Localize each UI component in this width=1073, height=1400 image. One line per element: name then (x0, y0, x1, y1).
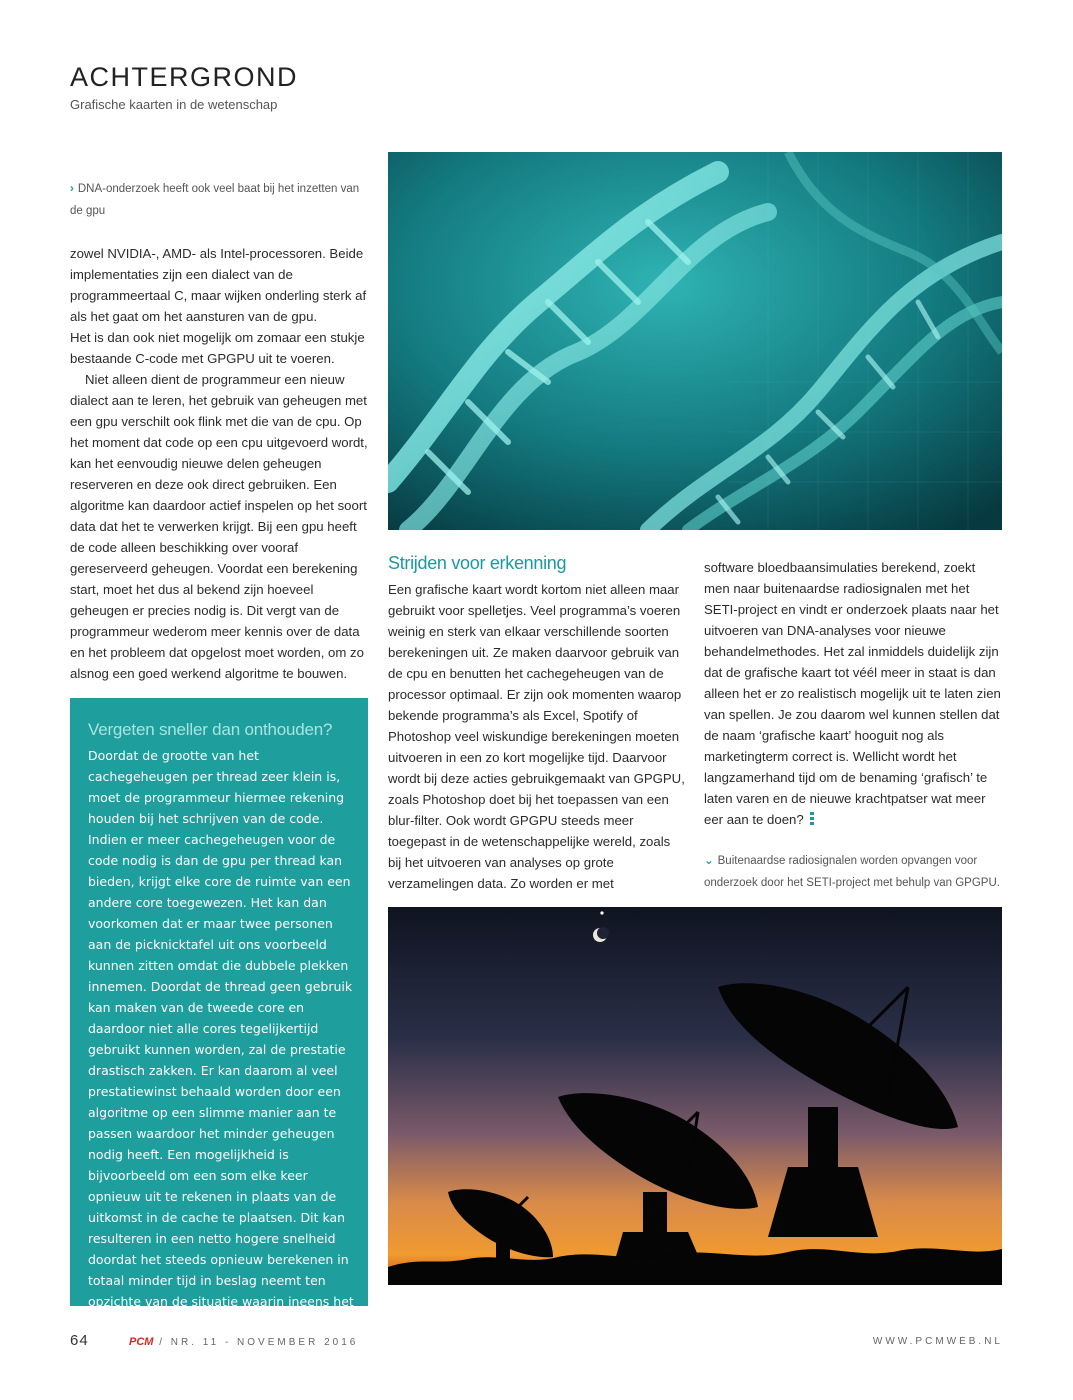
caption-dna (70, 178, 370, 222)
dna-image (388, 152, 1002, 530)
page-number: 64 (70, 1332, 89, 1349)
end-mark-icon (810, 812, 814, 826)
column-3-text: software bloedbaansimulaties berekend, zoekt men naar buitenaardse radiosignalen met het SETI-project en vindt er onderzoek plaats naar het uitvoeren van DNA-analyses voor nieuwe behandelmethodes. Het zal inmiddels duidelijk zijn dat de grafische kaart tot véél meer in staat is dan alleen het er zo realistisch mogelijk uit te laten zien van spellen. Je zou daarom wel kunnen stellen dat de naam ‘grafische kaart’ hooguit nog als marketingterm correct is. Wellicht wordt het langzamerhand tijd om de benaming ‘grafisch’ te laten varen en de nieuwe krachtpatser wat meer eer aan te doen? (704, 560, 1001, 827)
column-1-paragraph-3: Niet alleen dient de programmeur een nieuw dialect aan te leren, het gebruik van geheugen met een gpu verschilt ook flink met die van de cpu. Op het moment dat code op een cpu uitgevoerd wordt, kan het eenvoudig nieuwe delen geheugen reserveren en deze ook direct gebruiken. Een algoritme kan daardoor actief inspelen op het soort data dat het te verwerken krijgt. Bij een gpu heeft de code alleen beschikking over vooraf gereserveerd geheugen. Voordat een berekening start, moet het dus al bekend zijn hoeveel geheugen er precies nodig is. Dit vergt van de programmeur wederom meer kennis over de data en het probleem dat opgelost moet worden, om zo alsnog een goed werkend algoritme te bouwen. (70, 372, 368, 681)
chevron-right-icon: › (70, 183, 74, 195)
footer-issue-text: / NR. 11 - NOVEMBER 2016 (159, 1337, 359, 1348)
sidebar-box (70, 698, 368, 1330)
section-subtitle: Grafische kaarten in de wetenschap (70, 97, 278, 112)
radio-telescope-illustration (388, 907, 1002, 1285)
caption-dna-text: DNA-onderzoek heeft ook veel baat bij het inzetten van de gpu (70, 183, 360, 217)
column-1-paragraph-2: Het is dan ook niet mogelijk om zomaar een stukje bestaande C-code met GPGPU uit te voeren. (70, 330, 365, 366)
footer-issue (129, 1336, 358, 1348)
footer-url[interactable]: WWW.PCMWEB.NL (872, 1336, 1003, 1347)
dna-helix-illustration (388, 152, 1002, 530)
caption-dishes-text: Buitenaardse radiosignalen worden opvangen voor onderzoek door het SETI-project met behulp van GPGPU. (704, 855, 1000, 889)
column-1-paragraph-1: zowel NVIDIA-, AMD- als Intel-processoren. Beide implementaties zijn een dialect van de programmeertaal C, maar wijken onderling sterk af als het gaat om het aansturen van de gpu. (70, 246, 367, 324)
section-title: ACHTERGROND (70, 62, 299, 92)
column-3 (704, 557, 1004, 830)
column-1 (70, 243, 370, 684)
caption-dishes (704, 850, 1004, 894)
pcm-logo: PCM (129, 1336, 154, 1348)
sidebar-text: Doordat de grootte van het cachegeheugen per thread zeer klein is, moet de programmeur hiermee rekening houden bij het schrijven van de code. Indien er meer cachegeheugen voor de code nodig is dan de gpu per thread kan bieden, krijgt elke core de ruimte van een andere core toegewezen. Het kan dan voorkomen dat er maar twee personen aan de picknicktafel uit ons voorbeeld kunnen zitten omdat die dubbele plekken innemen. Doordat de thread geen gebruik kan maken van de tweede core en daardoor niet alle cores tegelijkertijd gebruikt kunnen worden, zal de prestatie drastisch zakken. Er kan daarom al veel prestatiewinst behaald worden door een algoritme op een slimme manier aan te passen waardoor het minder geheugen nodig heeft. Een mogelijkheid is bijvoorbeeld om een som elke keer opnieuw uit te rekenen in plaats van de uitkomst in de cache te plaatsen. Dit kan resulteren in een netto hogere snelheid doordat het steeds opnieuw berekenen in totaal minder tijd in beslag neemt ten opzichte van de situatie waarin ineens het aantal te gebruiken cores halveert. (88, 748, 354, 1330)
column-2-text: Een grafische kaart wordt kortom niet alleen maar gebruikt voor spelletjes. Veel programma’s voeren weinig en sterk van elkaar verschillende soorten berekeningen uit. Ze maken daarvoor gebruik van de cpu en benutten het cachegeheugen van de processor optimaal. Er zijn ook momenten waarop bekende programma’s als Excel, Spotify of Photoshop veel wiskundige berekeningen moeten uitvoeren in een zo kort mogelijke tijd. Daarvoor wordt bij deze acties gebruikgemaakt van GPGPU, zoals Photoshop doet bij het toepassen van een blur-filter. Ook wordt GPGPU steeds meer toegepast in de wetenschappelijke wereld, zoals bij het uitvoeren van analyses op grote verzamelingen data. Zo worden er met (388, 582, 685, 891)
chevron-down-icon: ⌄ (704, 855, 714, 867)
radio-dishes-image (388, 907, 1002, 1285)
column-2-heading: Strijden voor erkenning (388, 553, 567, 573)
sidebar-title: Vergeten sneller dan onthouden? (88, 720, 333, 739)
